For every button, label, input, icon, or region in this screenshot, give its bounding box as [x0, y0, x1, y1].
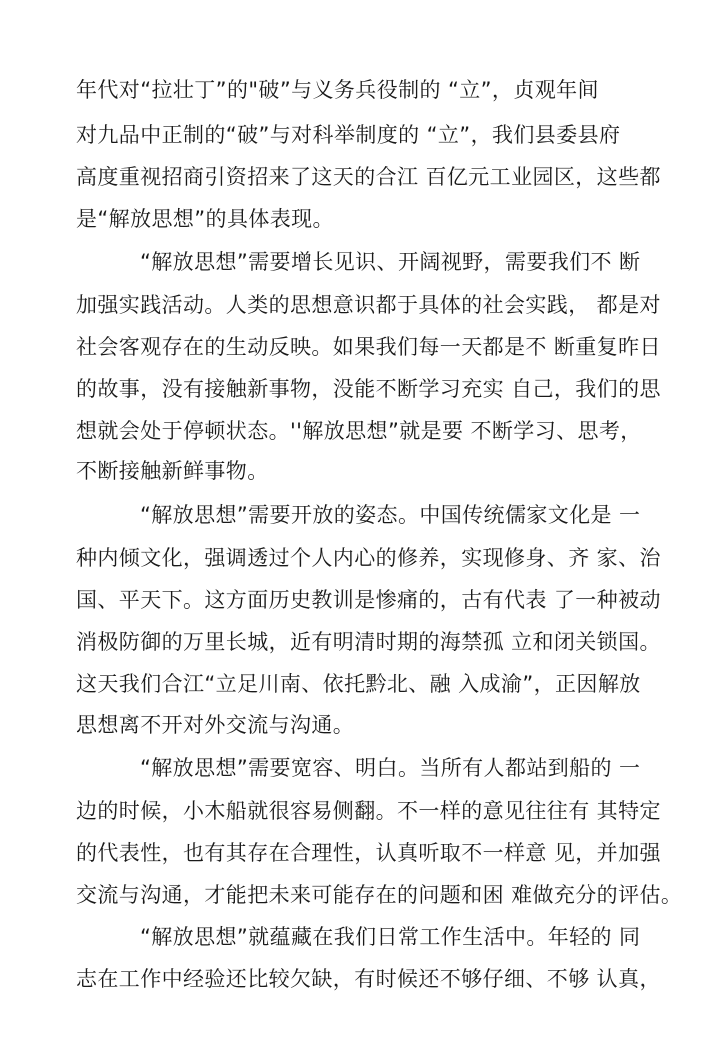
- text-line: 的故事，没有接触新事物，没能不断学习充实 自己，我们的思: [76, 377, 661, 401]
- text-line: 边的时候，小木船就很容易侧翻。不一样的意见往往有 其特定: [76, 799, 661, 823]
- text-line: 对九品中正制的“破”与对科举制度的 “立”，我们县委县府: [76, 123, 621, 147]
- text-line: 这天我们合江“立足川南、依托黔北、融 入成渝”，正因解放: [76, 672, 641, 696]
- paragraph-first-line: “解放思想”需要增长见识、开阔视野，需要我们不 断: [140, 250, 641, 274]
- text-line: 消极防御的万里长城，近有明清时期的海禁孤 立和闭关锁国。: [76, 630, 661, 654]
- text-line: 加强实践活动。人类的思想意识都于具体的社会实践， 都是对: [76, 293, 661, 317]
- text-line: 想就会处于停顿状态。''解放思想”就是要 不断学习、思考，: [76, 419, 642, 443]
- paragraph-first-line: “解放思想”需要开放的姿态。中国传统儒家文化是 一: [140, 503, 641, 527]
- text-line: 的代表性，也有其存在合理性，认真听取不一样意 见，并加强: [76, 841, 661, 865]
- text-line: 思想离不开对外交流与沟通。: [76, 713, 355, 737]
- text-line: 高度重视招商引资招来了这天的合江 百亿元工业园区，这些都: [76, 165, 661, 189]
- text-line: 国、平天下。这方面历史教训是惨痛的，古有代表 了一种被动: [76, 588, 661, 612]
- text-line: 交流与沟通，才能把未来可能存在的问题和困 难做充分的评估。: [76, 883, 683, 907]
- text-line: 年代对“拉壮丁”的"破”与义务兵役制的 “立”，贞观年间: [76, 78, 599, 102]
- paragraph-first-line: “解放思想”就蕴藏在我们日常工作生活中。年轻的 同: [140, 925, 641, 949]
- text-line: 是“解放思想”的具体表现。: [76, 207, 334, 231]
- paragraph-first-line: “解放思想”需要宽容、明白。当所有人都站到船的 一: [140, 756, 641, 780]
- text-line: 不断接触新鲜事物。: [76, 459, 269, 483]
- text-line: 社会客观存在的生动反映。如果我们每一天都是不 断重复昨日: [76, 335, 661, 359]
- text-line: 种内倾文化，强调透过个人内心的修养，实现修身、齐 家、治: [76, 546, 661, 570]
- text-line: 志在工作中经验还比较欠缺，有时候还不够仔细、不够 认真，: [76, 967, 661, 991]
